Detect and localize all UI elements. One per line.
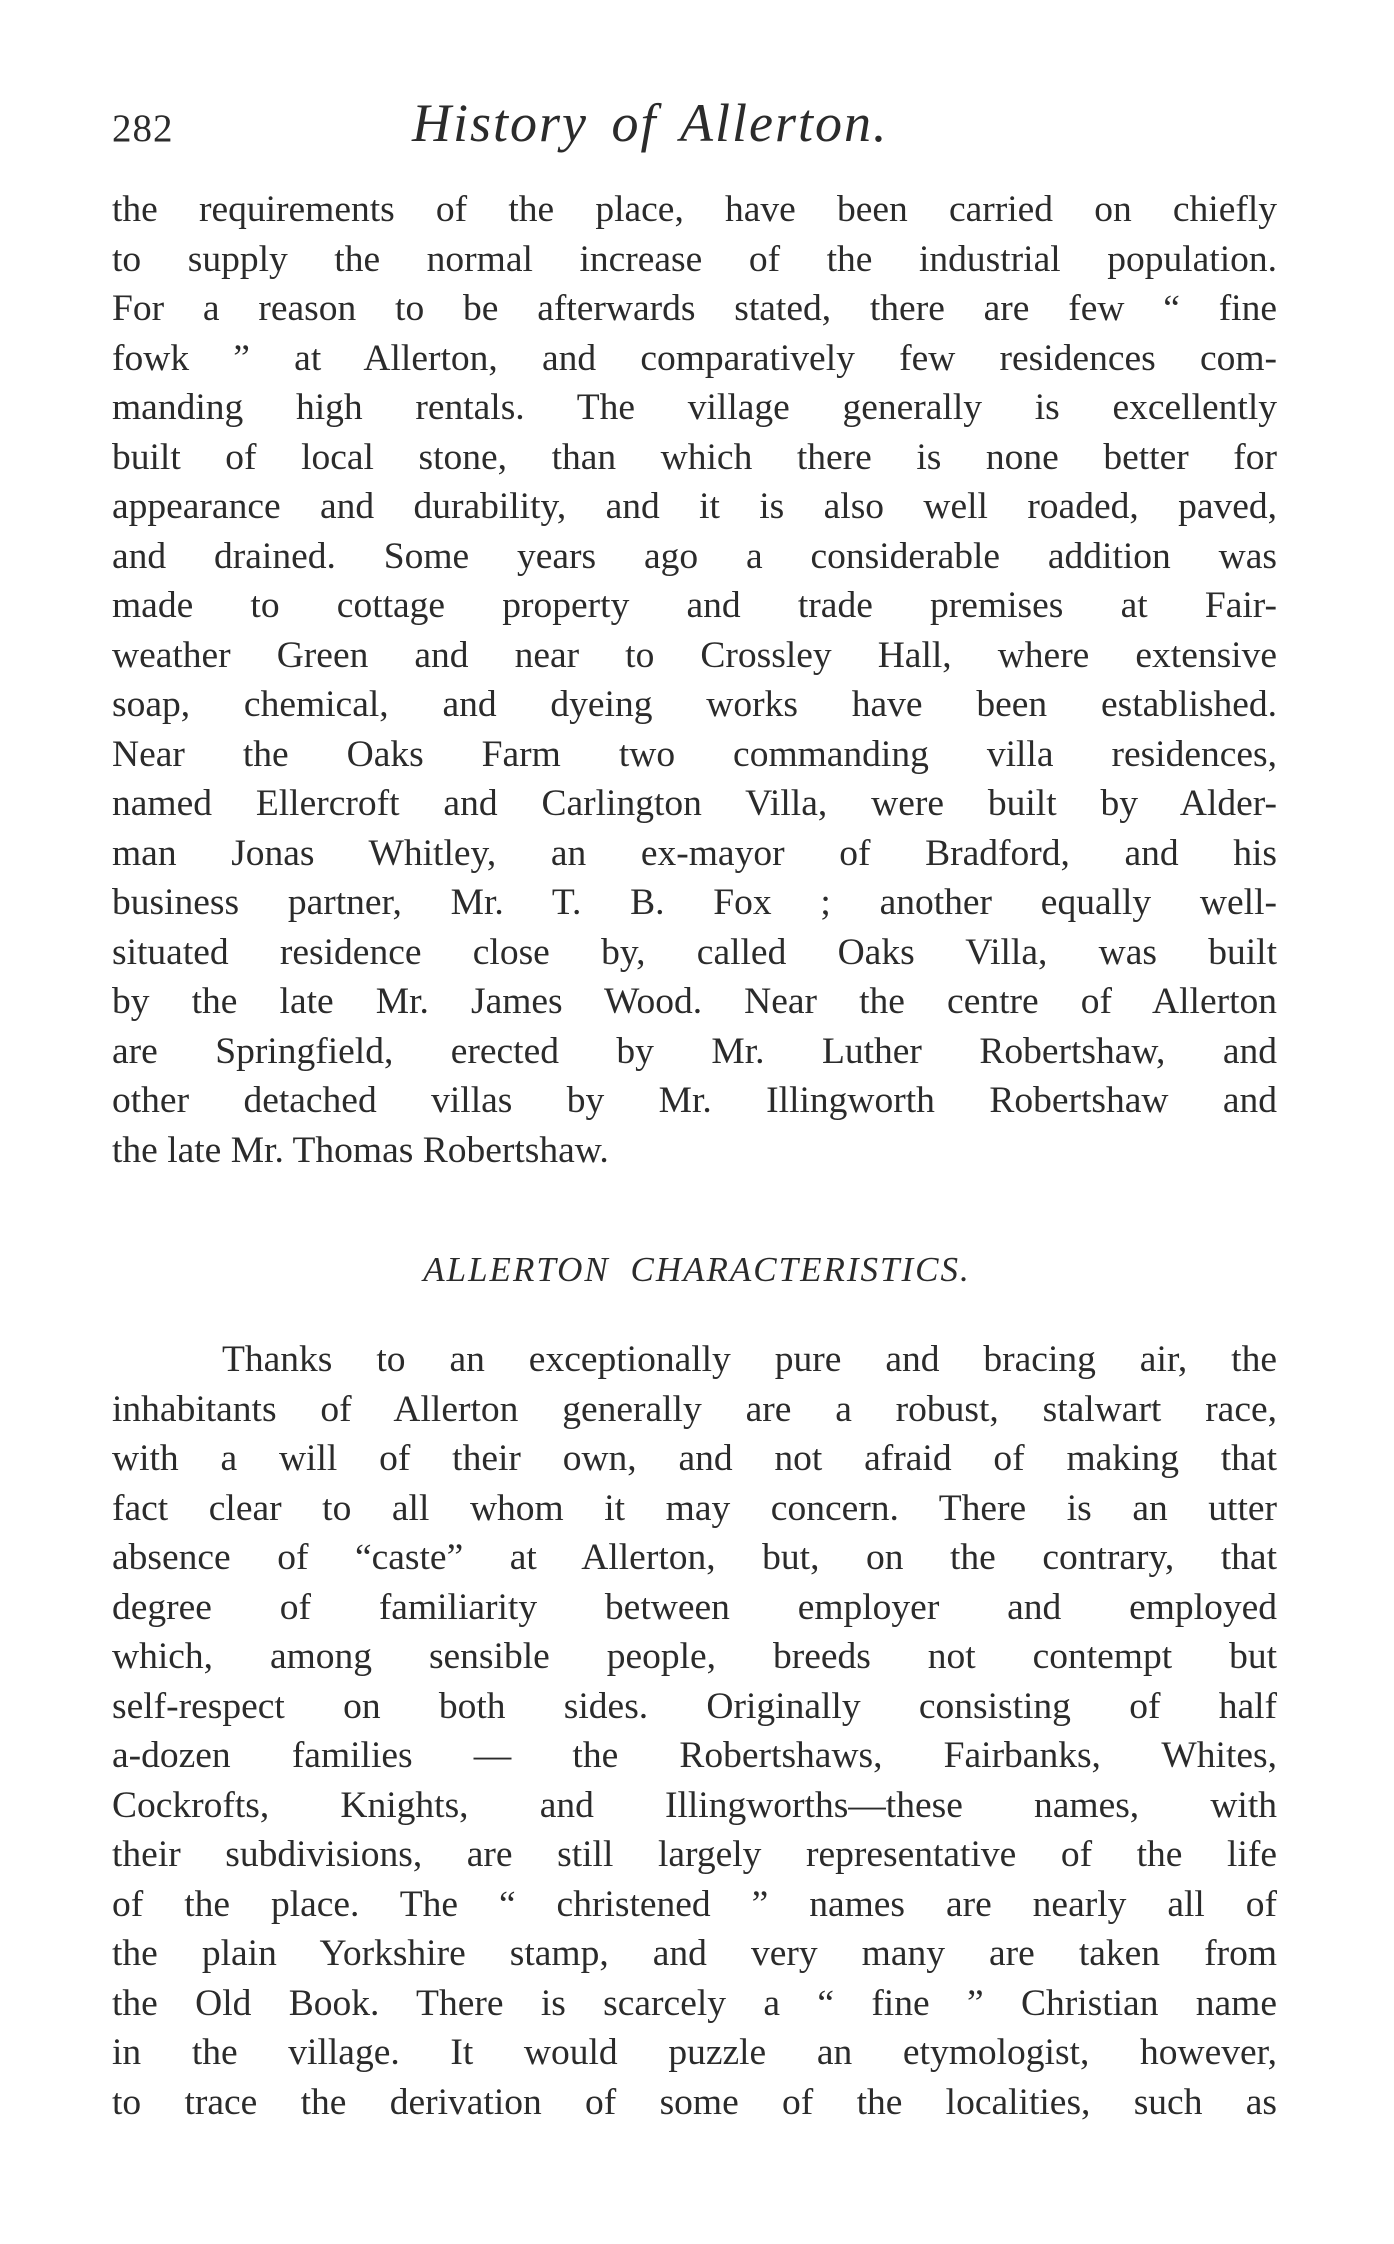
text-line: which, among sensible people, breeds not contempt but: [112, 1636, 1277, 1677]
text-line: named Ellercroft and Carlington Villa, were built by Alder-: [112, 783, 1277, 824]
text-line: Near the Oaks Farm two commanding villa residences,: [112, 733, 1277, 775]
text-line: made to cottage property and trade premises at Fair-: [112, 585, 1277, 626]
text-line: the late Mr. Thomas Robertshaw.: [112, 1129, 609, 1171]
text-line: a-dozen families — the Robertshaws, Fairbanks, Whites,: [112, 1735, 1277, 1776]
paragraph-characteristics: [112, 1335, 1277, 2127]
text-line: absence of “caste” at Allerton, but, on the contrary, that: [112, 1537, 1277, 1578]
text-line: appearance and durability, and it is also well roaded, paved,: [112, 486, 1277, 527]
text-line: are Springfield, erected by Mr. Luther Robertshaw, and: [112, 1030, 1277, 1072]
text-line: weather Green and near to Crossley Hall, where extensive: [112, 634, 1277, 676]
text-line: situated residence close by, called Oaks Villa, was built: [112, 931, 1277, 973]
text-line: Cockrofts, Knights, and Illingworths—these names, with: [112, 1784, 1277, 1826]
text-line: built of local stone, than which there is none better for: [112, 436, 1277, 478]
section-heading: ALLERTON CHARACTERISTICS.: [423, 1250, 971, 1289]
text-line: and drained. Some years ago a considerable addition was: [112, 535, 1277, 577]
running-title: History of Allerton.: [412, 93, 889, 153]
text-line: manding high rentals. The village generally is excellently: [112, 387, 1277, 428]
text-line: other detached villas by Mr. Illingworth Robertshaw and: [112, 1080, 1277, 1121]
text-line: the Old Book. There is scarcely a “ fine ” Christian name: [112, 1982, 1277, 2024]
text-line: soap, chemical, and dyeing works have been established.: [112, 684, 1277, 725]
text-line: to trace the derivation of some of the localities, such as: [112, 2081, 1277, 2123]
text-line: business partner, Mr. T. B. Fox ; another equally well-: [112, 882, 1277, 923]
text-line: inhabitants of Allerton generally are a robust, stalwart race,: [112, 1388, 1277, 1430]
text-line: with a will of their own, and not afraid of making that: [112, 1438, 1277, 1479]
text-line: degree of familiarity between employer and employed: [112, 1586, 1277, 1628]
text-line: to supply the normal increase of the industrial population.: [112, 238, 1277, 280]
text-line: For a reason to be afterwards stated, there are few “ fine: [112, 288, 1277, 329]
text-line: by the late Mr. James Wood. Near the centre of Allerton: [112, 981, 1277, 1022]
page-number: 282: [112, 107, 174, 150]
text-line: man Jonas Whitley, an ex-mayor of Bradford, and his: [112, 832, 1277, 874]
text-line: the plain Yorkshire stamp, and very many are taken from: [112, 1933, 1277, 1974]
text-line: fact clear to all whom it may concern. There is an utter: [112, 1487, 1277, 1529]
text-line: the requirements of the place, have been carried on chiefly: [112, 189, 1277, 230]
text-line: their subdivisions, are still largely representative of the life: [112, 1834, 1277, 1875]
text-line: in the village. It would puzzle an etymologist, however,: [112, 2032, 1277, 2073]
text-line: of the place. The “ christened ” names are nearly all of: [112, 1883, 1277, 1925]
text-line: fowk ” at Allerton, and comparatively few residences com-: [112, 337, 1277, 379]
running-head: [112, 92, 1282, 162]
text-line: self-respect on both sides. Originally consisting of half: [112, 1685, 1277, 1727]
paragraph-continued: [112, 185, 1277, 1175]
text-line: Thanks to an exceptionally pure and bracing air, the: [222, 1339, 1277, 1380]
